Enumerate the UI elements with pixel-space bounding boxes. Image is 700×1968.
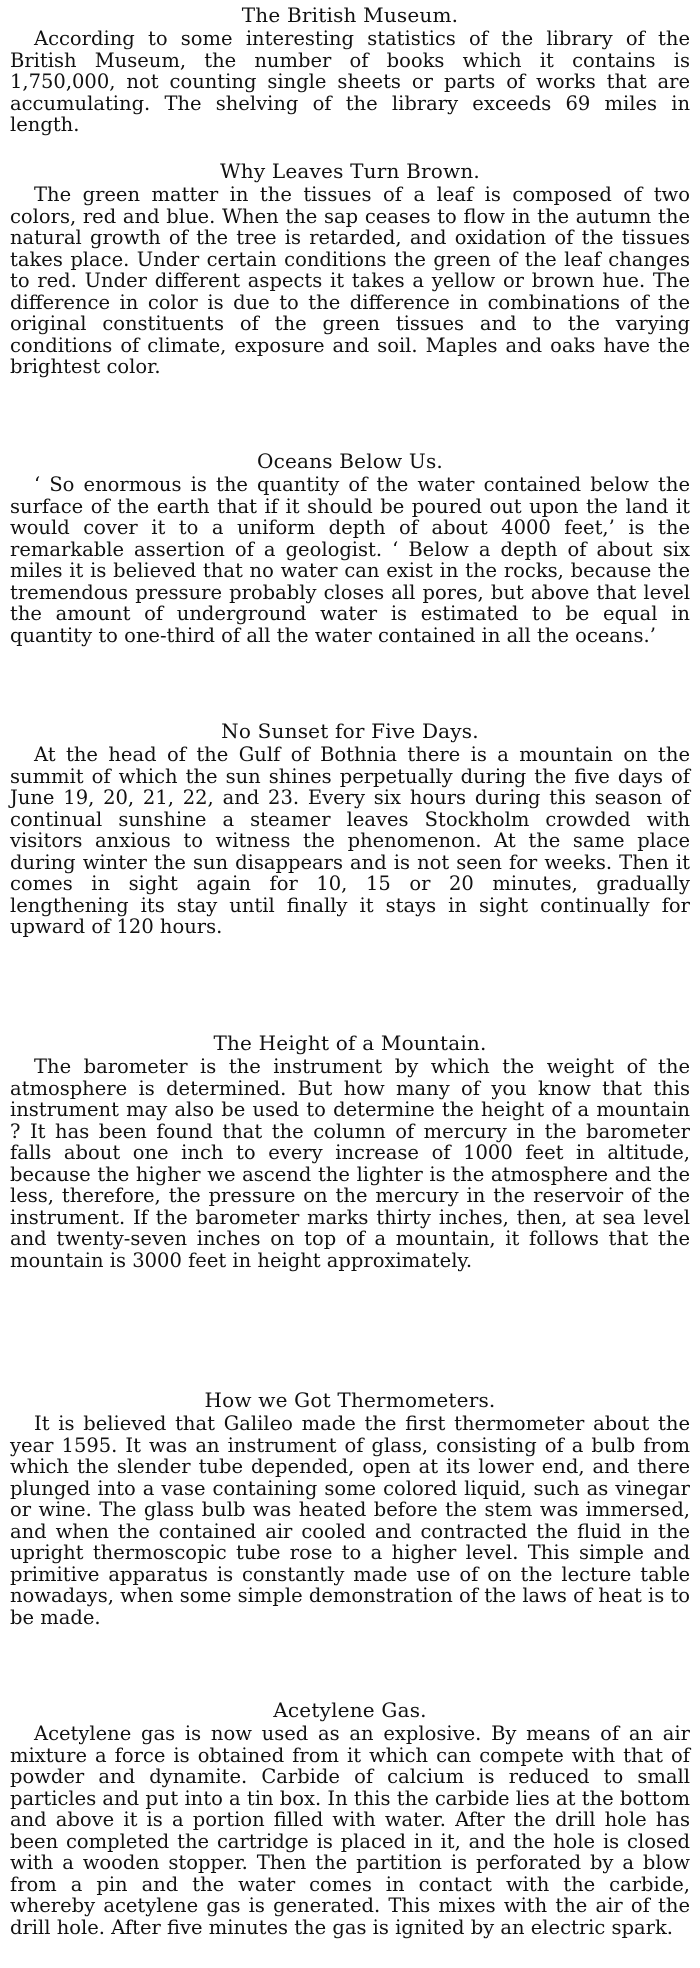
article-british-museum	[10, 0, 690, 158]
article-headline: Acetylene Gas.	[273, 1698, 427, 1722]
article-body: At the head of the Gulf of Bothnia there is a mountain on the summit of which the sun shines perpetually during the five days of June 19, 20, 21, 22, and 23. Every six hours during this season of continual sunshine a steamer leaves Stockholm crowded with visitors anxious to witness the phenomenon. At the same place during winter the sun disappears and is not seen for weeks. Then it comes in sight again for 10, 15 or 20 minutes, gradually lengthening its stay until finally it stays in sight continually for upward of 120 hours.	[10, 743, 690, 938]
article-body: According to some interesting statistics of the library of the British Museum, the number of books which it contains is 1,750,000, not counting single sheets or parts of works that are accumulating. The shelving of the library exceeds 69 miles in length.	[10, 27, 690, 136]
article-height-of-a-mountain	[10, 1030, 690, 1387]
article-body: The green matter in the tissues of a leaf is composed of two colors, red and blue. When the sap ceases to flow in the autumn the natural growth of the tree is retarded, and oxidation of the tissues takes place. Under certain conditions the green of the leaf changes to red. Under different aspects it takes a yellow or brown hue. The difference in color is due to the difference in combinations of the original constituents of the green tissues and to the varying conditions of climate, exposure and soil. Maples and oaks have the brightest color.	[10, 183, 690, 378]
article-headline: How we Got Thermometers.	[204, 1388, 496, 1412]
article-body: ‘ So enormous is the quantity of the water contained below the surface of the earth that if it should be poured out upon the land it would cover it to a uniform depth of about 4000 feet,’ is the remarkable assertion of a geologist. ‘ Below a depth of about six miles it is believed that no water can exist in the rocks, because the tremendous pressure probably closes all pores, but above that level the amount of underground water is estimated to be equal in quantity to one-third of all the water contained in all the oceans.’	[10, 473, 690, 647]
article-body: Acetylene gas is now used as an explosive. By means of an air mixture a force is obtained from it which can compete with that of powder and dynamite. Carbide of calcium is reduced to small particles and put into a tin box. In this the carbide lies at the bottom and above it is a portion filled with water. After the drill hole has been completed the cartridge is placed in it, and the hole is closed with a wooden stopper. Then the partition is perforated by a blow from a pin and the water comes in contact with the carbide, whereby acetylene gas is generated. This mixes with the air of the drill hole. After five minutes the gas is ignited by an electric spark.	[10, 1722, 690, 1939]
article-why-leaves-turn-brown	[10, 158, 690, 448]
article-no-sunset-for-five-days	[10, 718, 690, 1030]
article-headline: The Height of a Mountain.	[213, 1031, 487, 1055]
article-body: The barometer is the instrument by which the weight of the atmosphere is determined. But how many of you know that this instrument may also be used to determine the height of a mountain ? It has been found that the column of mercury in the barometer falls about one inch to every increase of 1000 feet in altitude, because the higher we ascend the lighter is the atmosphere and the less, therefore, the pressure on the mercury in the reservoir of the instrument. If the barometer marks thirty inches, then, at sea level and twenty-seven inches on top of a mountain, it follows that the mountain is 3000 feet in height approximately.	[10, 1055, 690, 1272]
article-headline: The British Museum.	[241, 3, 459, 27]
article-headline: No Sunset for Five Days.	[221, 719, 479, 743]
article-how-we-got-thermometers	[10, 1387, 690, 1697]
article-headline: Why Leaves Turn Brown.	[220, 159, 480, 183]
article-acetylene-gas	[10, 1697, 690, 1961]
article-oceans-below-us	[10, 448, 690, 718]
article-body: It is believed that Galileo made the first thermometer about the year 1595. It was an instrument of glass, consisting of a bulb from which the slender tube depended, open at its lower end, and there plunged into a vase containing some colored liquid, such as vinegar or wine. The glass bulb was heated before the stem was immersed, and when the contained air cooled and contracted the fluid in the upright thermoscopic tube rose to a higher level. This simple and primitive apparatus is constantly made use of on the lecture table nowadays, when some simple demonstration of the laws of heat is to be made.	[10, 1412, 691, 1629]
article-headline: Oceans Below Us.	[257, 449, 443, 473]
